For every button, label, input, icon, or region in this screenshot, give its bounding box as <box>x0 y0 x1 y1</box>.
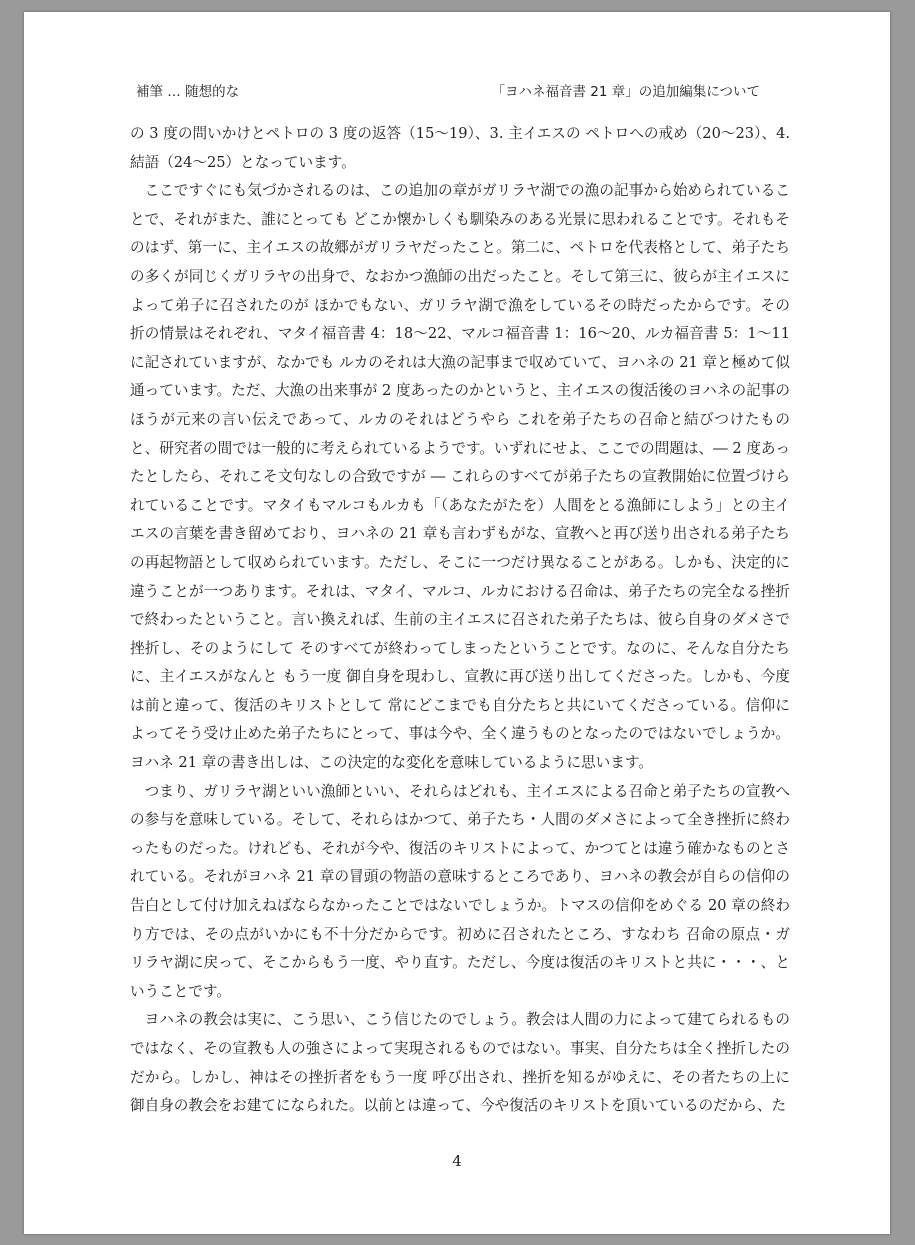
page-number: 4 <box>452 1152 462 1170</box>
paragraph-continued: の 3 度の問いかけとペトロの 3 度の返答（15〜19）、3. 主イエスの ペトロへの戒め（20〜23）、4. 結語（24〜25）となっています。 <box>130 125 790 171</box>
paragraph: ヨハネの教会は実に、こう思い、こう信じたのでしょう。教会は人間の力によって建てられるものではなく、その宣教も人の強さによって実現されるものではない。事実、自分たちは全く挫折したのだから。しかし、神はその挫折者をもう一度 呼び出され、挫折を知るがゆえに、その者たちの上に御自身の教会をお建てになられた。以前とは違って、今や復活のキリストを頂いているのだから、た <box>130 1011 790 1115</box>
paragraph: つまり、ガリラヤ湖といい漁師といい、それらはどれも、主イエスによる召命と弟子たちの宣教への参与を意味している。そして、それらはかつて、弟子たち・人間のダメさによって全き挫折に終わったものだった。けれども、それが今や、復活のキリストによって、かつてとは違う確かなものとされている。それがヨハネ 21 章の冒頭の物語の意味するところであり、ヨハネの教会が自らの信仰の告白として付け加えねばならなかったことではないでしょうか。トマスの信仰をめぐる 20 章の終わり方では、その点がいかにも不十分だからです。初めに召されたところ、すなわち 召命の原点・ガリラヤ湖に戻って、そこからもう一度、やり直す。ただし、今度は復活のキリストと共に・・・、ということです。 <box>130 782 790 1000</box>
header-right-title: 「ヨハネ福音書 21 章」の追加編集について <box>491 84 760 100</box>
header-left-title: 補筆 … 随想的な <box>136 84 240 100</box>
document-page <box>24 12 890 1234</box>
body-text <box>130 120 790 1121</box>
paragraph: ここですぐにも気づかされるのは、この追加の章がガリラヤ湖での漁の記事から始められていることで、それがまた、誰にとっても どこか懐かしくも馴染みのある光景に思われることです。それもそのはず、第一に、主イエスの故郷がガリラヤだったこと。第二に、ペトロを代表格として、弟子たちの多くが同じくガリラヤの出身で、なおかつ漁師の出だったこと。そして第三に、彼らが主イエスによって弟子に召されたのが ほかでもない、ガリラヤ湖で漁をしているその時だったからです。その折の情景はそれぞれ、マタイ福音書 4：18〜22、マルコ福音書 1：16〜20、ルカ福音書 5：1〜11 に記されていますが、なかでも ルカのそれは大漁の記事まで収めていて、ヨハネの 21 章と極めて似通っています。ただ、大漁の出来事が 2 度あったのかというと、主イエスの復活後のヨハネの記事のほうが元来の言い伝えであって、ルカのそれはどうやら これを弟子たちの召命と結びつけたものと、研究者の間では一般的に考えられているようです。いずれにせよ、ここでの問題は、― 2 度あったとしたら、それこそ文句なしの合致ですが ― これらのすべてが弟子たちの宣教開始に位置づけられていることです。マタイもマルコもルカも「（あなたがたを）人間をとる漁師にしよう」との主イエスの言葉を書き留めており、ヨハネの 21 章も言わずもがな、宣教へと再び送り出される弟子たちの再起物語として収められています。ただし、そこに一つだけ異なることがある。しかも、決定的に違うことが一つあります。それは、マタイ、マルコ、ルカにおける召命は、弟子たちの完全なる挫折で終わったということ。言い換えれば、生前の主イエスに召された弟子たちは、彼ら自身のダメさで挫折し、そのようにして そのすべてが終わってしまったということです。なのに、そんな自分たちに、主イエスがなんと もう一度 御自身を現わし、宣教に再び送り出してくださった。しかも、今度は前と違って、復活のキリストとして 常にどこまでも自分たちと共にいてくださっている。信仰によってそう受け止めた弟子たちにとって、事は今や、全く違うものとなったのではないでしょうか。ヨハネ 21 章の書き出しは、この決定的な変化を意味しているように思います。 <box>130 182 790 772</box>
